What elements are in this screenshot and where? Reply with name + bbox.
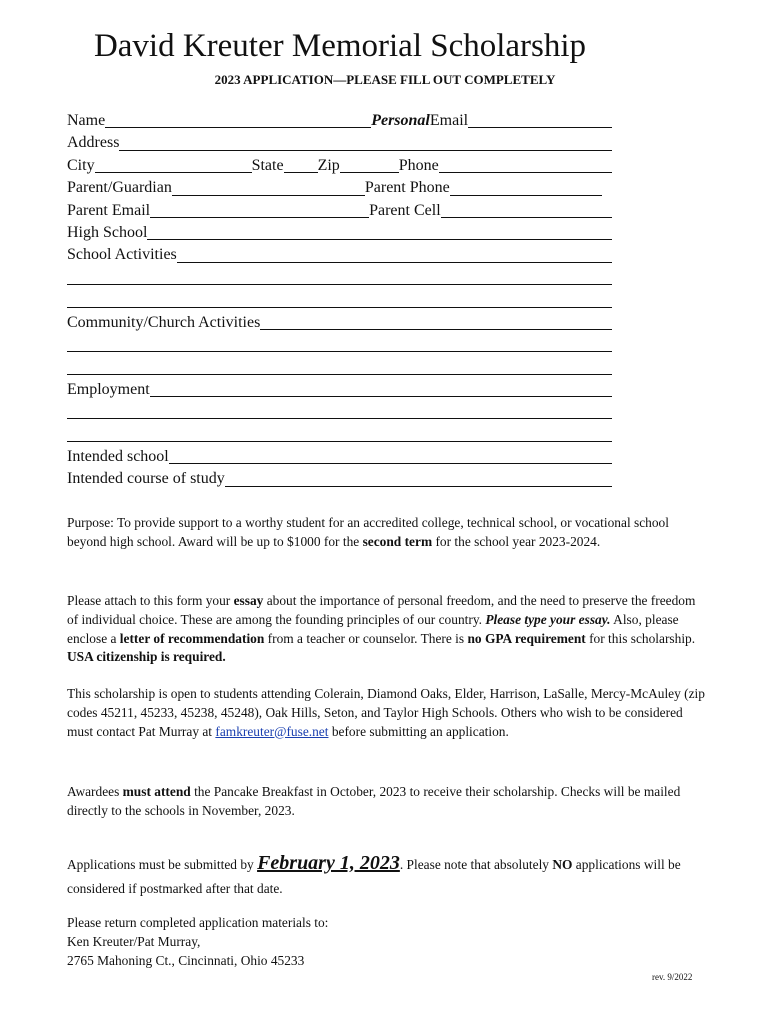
intended-school-blank[interactable] — [169, 448, 612, 464]
essay-bold-gpa: no GPA requirement — [467, 630, 586, 646]
eligibility-text-end: before submitting an application. — [328, 723, 509, 739]
form-row-community — [67, 312, 612, 334]
return-line-3: 2765 Mahoning Ct., Cincinnati, Ohio 45233 — [67, 952, 305, 968]
employment-blank[interactable] — [150, 381, 612, 397]
return-line-1: Please return completed application materials to: — [67, 915, 329, 930]
return-address-block — [67, 914, 707, 970]
essay-text-3: Also, please enclose a — [67, 611, 679, 646]
essay-text-2: about the importance of personal freedom, and the need to preserve the freedom of individual choice. These are among the founding principles of our country. — [67, 593, 696, 627]
form-row-school-activities-2 — [67, 267, 612, 289]
deadline-date: February 1, 2023 — [257, 852, 400, 874]
parent-email-blank[interactable] — [150, 202, 369, 218]
purpose-paragraph — [67, 514, 707, 552]
intended-school-label: Intended school — [67, 447, 169, 465]
purpose-text-end: for the school year 2023-2024. — [432, 533, 601, 549]
eligibility-text: This scholarship is open to students attending Colerain, Diamond Oaks, Elder, Harrison, LaSalle, Mercy-McAuley (zip codes 45211, 45233, 45238, 45248), Oak Hills, Seton, and Taylor High Schools. Others who wish to be considered must contact Pat Murray at — [67, 686, 705, 739]
contact-email-link[interactable]: famkreuter@fuse.net — [215, 723, 329, 739]
form-row-intended-course — [67, 468, 612, 490]
state-label: State — [251, 156, 284, 174]
essay-bold-citizenship: USA citizenship is required. — [67, 649, 226, 665]
form-row-parent-guardian — [67, 177, 612, 199]
essay-text-1: Please attach to this form your — [67, 593, 234, 608]
city-blank[interactable] — [95, 157, 252, 173]
city-label: City — [67, 156, 95, 174]
form-row-community-3 — [67, 356, 612, 378]
parent-phone-blank[interactable] — [450, 180, 602, 196]
parent-guardian-label: Parent/Guardian — [67, 179, 172, 197]
employment-blank-3[interactable] — [67, 426, 612, 442]
phone-blank[interactable] — [439, 157, 612, 173]
purpose-text: Purpose: To provide support to a worthy student for an accredited college, technical school, or vocational school beyond high school. Award will be up to $1000 for the — [67, 515, 669, 549]
deadline-bold-no: NO — [552, 857, 573, 872]
form-row-school-activities-3 — [67, 289, 612, 311]
state-blank[interactable] — [284, 157, 318, 173]
school-activities-label: School Activities — [67, 246, 177, 264]
form-row-community-2 — [67, 334, 612, 356]
address-label: Address — [67, 134, 120, 152]
intended-course-blank[interactable] — [225, 471, 612, 487]
phone-label: Phone — [398, 156, 439, 174]
awardees-text-1: Awardees — [67, 784, 123, 799]
form-row-parent-email — [67, 200, 612, 222]
school-activities-blank-3[interactable] — [67, 292, 612, 308]
high-school-blank[interactable] — [147, 224, 612, 240]
deadline-text-3: applications will be considered if postmarked after that date. — [67, 857, 681, 896]
community-blank-2[interactable] — [67, 336, 612, 352]
form-row-high-school — [67, 222, 612, 244]
essay-text-4: from a teacher or counselor. There is — [264, 630, 468, 646]
deadline-paragraph — [67, 851, 707, 901]
page-title: David Kreuter Memorial Scholarship — [93, 28, 587, 64]
eligibility-paragraph — [67, 685, 707, 741]
personal-email-blank[interactable] — [468, 112, 612, 128]
form-row-intended-school — [67, 446, 612, 468]
essay-text-5: for this scholarship. — [585, 630, 696, 646]
name-blank[interactable] — [105, 112, 371, 128]
deadline-text-1: Applications must be submitted by — [67, 857, 258, 872]
parent-phone-label: Parent Phone — [364, 179, 450, 197]
parent-cell-label: Parent Cell — [369, 201, 441, 219]
awardees-paragraph — [67, 783, 707, 821]
form-row-city — [67, 155, 612, 177]
employment-blank-2[interactable] — [67, 403, 612, 419]
deadline-text-2: . Please note that absolutely — [399, 857, 553, 872]
form-row-address — [67, 132, 612, 154]
zip-blank[interactable] — [340, 157, 399, 173]
awardees-bold: must attend — [122, 784, 191, 799]
email-label: Email — [429, 111, 469, 129]
parent-email-label: Parent Email — [67, 201, 151, 219]
community-blank[interactable] — [260, 314, 612, 330]
form-row-employment-3 — [67, 423, 612, 445]
essay-bold-essay: essay — [233, 593, 264, 608]
high-school-label: High School — [67, 223, 148, 241]
application-form — [67, 110, 612, 491]
parent-guardian-blank[interactable] — [172, 180, 365, 196]
school-activities-blank[interactable] — [177, 247, 612, 263]
form-row-school-activities — [67, 244, 612, 266]
address-blank[interactable] — [119, 135, 612, 151]
page-subtitle: 2023 APPLICATION—PLEASE FILL OUT COMPLETELY — [214, 72, 556, 87]
community-label: Community/Church Activities — [67, 313, 261, 331]
form-row-name — [67, 110, 612, 132]
personal-label: Personal — [371, 111, 430, 129]
essay-paragraph — [67, 592, 707, 667]
revision-note: rev. 9/2022 — [652, 972, 693, 982]
essay-bold-letter: letter of recommendation — [119, 630, 265, 646]
essay-type-instruction: Please type your essay. — [485, 611, 611, 627]
intended-course-label: Intended course of study — [67, 470, 225, 488]
awardees-text-2: the Pancake Breakfast in October, 2023 to receive their scholarship. Checks will be mailed directly to the schools in November, 2023. — [67, 784, 681, 818]
community-blank-3[interactable] — [67, 359, 612, 375]
name-label: Name — [67, 111, 106, 129]
form-row-employment — [67, 379, 612, 401]
employment-label: Employment — [67, 380, 150, 398]
return-line-2: Ken Kreuter/Pat Murray, — [67, 933, 201, 949]
purpose-bold: second term — [362, 533, 433, 549]
form-row-employment-2 — [67, 401, 612, 423]
zip-label: Zip — [317, 156, 340, 174]
school-activities-blank-2[interactable] — [67, 269, 612, 285]
parent-cell-blank[interactable] — [441, 202, 612, 218]
